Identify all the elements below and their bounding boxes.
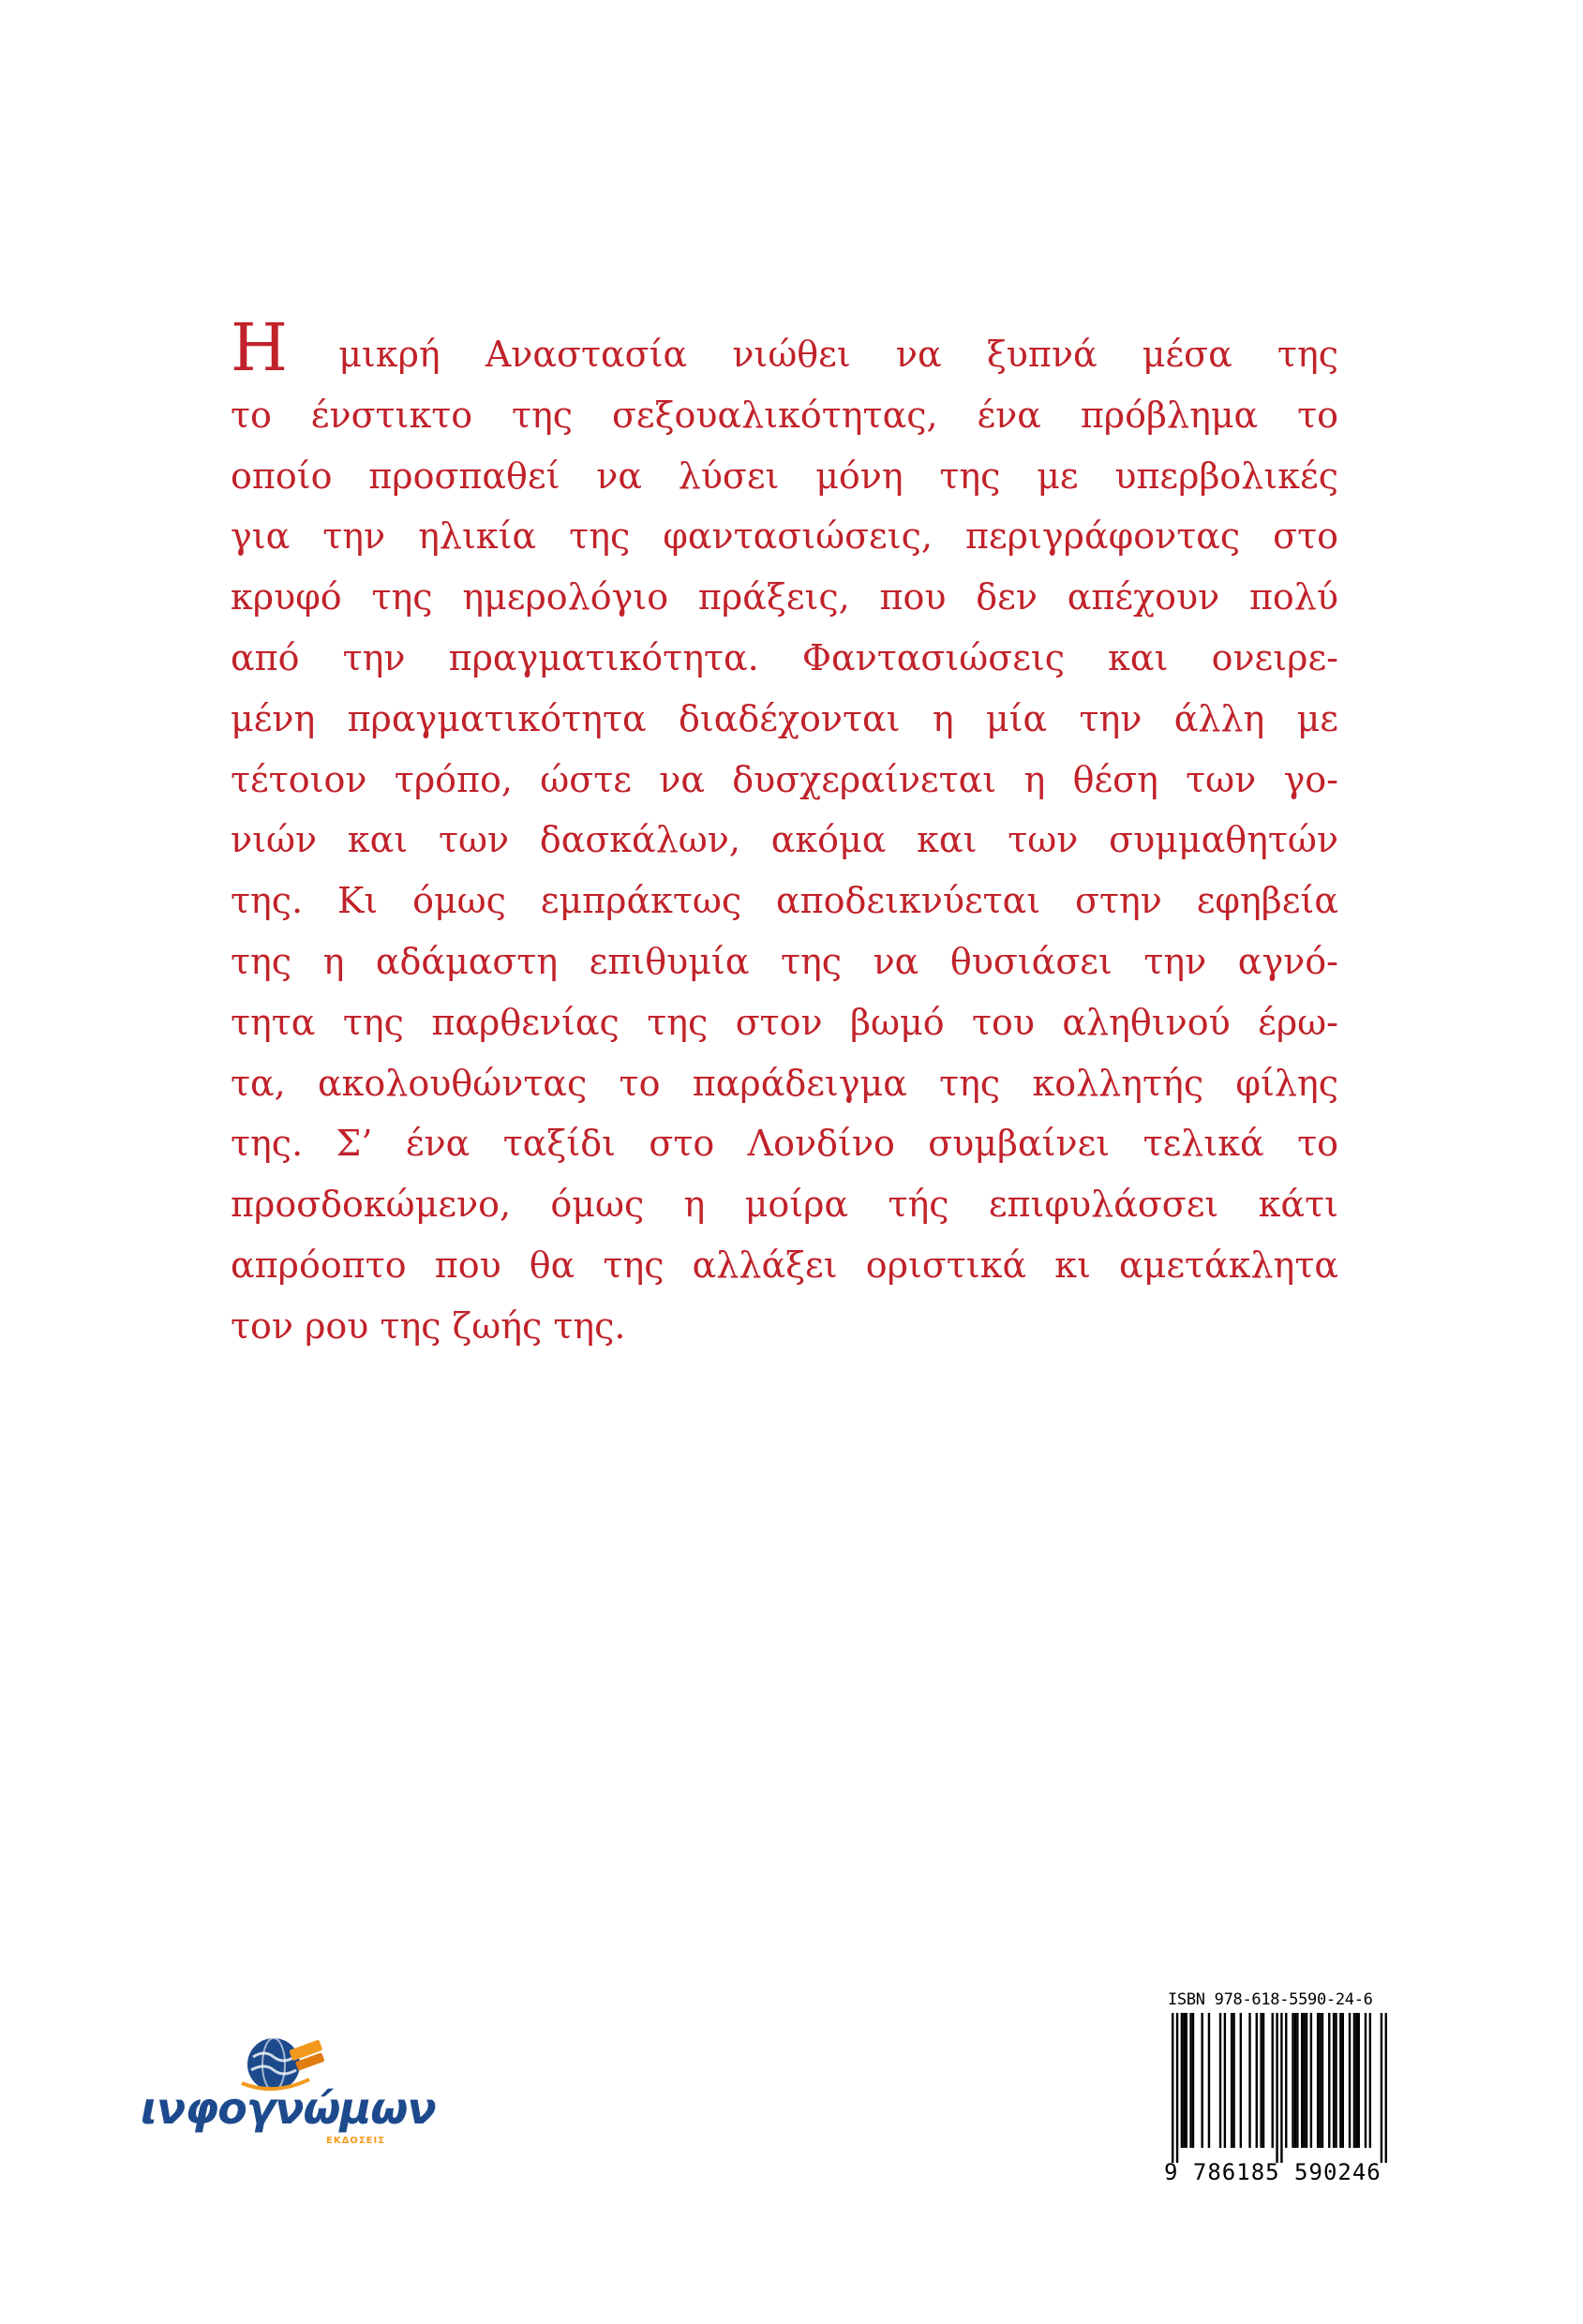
barcode-bar — [1224, 2013, 1226, 2148]
barcode-bar — [1319, 2013, 1321, 2148]
barcode-bar — [1183, 2013, 1185, 2148]
barcode-bar — [1192, 2013, 1194, 2148]
barcode-bar — [1358, 2013, 1360, 2148]
ean-digits: 9 786185 590246 — [1164, 2159, 1381, 2185]
barcode-bar — [1342, 2013, 1344, 2148]
barcode-bar — [1339, 2013, 1341, 2148]
blurb-line: απρόοπτο που θα της αλλάξει οριστικά κι αμετάκλητα — [231, 1244, 1338, 1286]
barcode-bar — [1353, 2013, 1355, 2148]
blurb-line: της η αδάμαστη επιθυμία της να θυσιάσει την αγνό- — [231, 940, 1338, 982]
barcode-bar — [1369, 2013, 1371, 2148]
blurb-first-line-text: μικρή Αναστασία νιώθει να ξυπνά μέσα της — [338, 334, 1338, 375]
barcode-bar — [1172, 2013, 1173, 2163]
barcode-bar — [1294, 2013, 1296, 2148]
blurb-line: οποίο προσπαθεί να λύσει μόνη της με υπερβολικές — [231, 454, 1338, 497]
barcode-bar — [1276, 2013, 1277, 2163]
barcode-bar — [1333, 2013, 1335, 2148]
barcode-bar — [1260, 2013, 1262, 2148]
barcode-bar — [1262, 2013, 1264, 2148]
back-cover-blurb — [231, 309, 1338, 1357]
blurb-line: τέτοιον τρόπο, ώστε να δυσχεραίνεται η θέση των γο- — [231, 758, 1338, 800]
barcode-bar — [1355, 2013, 1357, 2148]
barcode-bar — [1219, 2013, 1221, 2148]
barcode-bar — [1240, 2013, 1242, 2148]
publisher-logo — [141, 2029, 436, 2151]
blurb-line: νιών και των δασκάλων, ακόμα και των συμμαθητών — [231, 819, 1338, 861]
blurb-line: μένη πραγματικότητα διαδέχονται η μία την άλλη με — [231, 697, 1338, 739]
blurb-line: κρυφό της ημερολόγιο πράξεις, που δεν απέχουν πολύ — [231, 576, 1338, 618]
blurb-line: τητα της παρθενίας της στον βωμό του αληθινού έρω- — [231, 1001, 1338, 1043]
barcode-bar — [1186, 2013, 1187, 2148]
barcode-bar — [1285, 2013, 1287, 2148]
barcode-bar — [1306, 2013, 1307, 2148]
blurb-line: προσδοκώμενο, όμως η μοίρα τής επιφυλάσσει κάτι — [231, 1184, 1338, 1226]
barcode-bar — [1317, 2013, 1319, 2148]
blurb-line: τον ρου της ζωής της. — [231, 1304, 626, 1347]
barcode-bar — [1248, 2013, 1250, 2148]
barcode-bar — [1176, 2013, 1178, 2163]
blurb-line: για την ηλικία της φαντασιώσεις, περιγράφοντας στο — [231, 515, 1338, 558]
blurb-line — [231, 309, 1338, 386]
barcode-bar — [1292, 2013, 1293, 2148]
barcode-bar — [1208, 2013, 1210, 2148]
barcode-bar — [1303, 2013, 1305, 2148]
drop-cap: Η — [231, 309, 289, 386]
isbn-label: ISBN 978-618-5590-24-6 — [1168, 1990, 1373, 2009]
blurb-line: τα, ακολουθώντας το παράδειγμα της κολλητής φίλης — [231, 1062, 1338, 1104]
barcode-bar — [1365, 2013, 1366, 2148]
barcode-bar — [1381, 2013, 1382, 2163]
barcode-bar — [1231, 2013, 1232, 2148]
isbn-barcode — [1160, 1987, 1393, 2191]
blurb-line: της. Κι όμως εμπράκτως αποδεικνύεται στην εφηβεία — [231, 880, 1338, 922]
barcode-bar — [1385, 2013, 1387, 2163]
barcode-bar — [1256, 2013, 1258, 2148]
publisher-name: ινφογνώμων — [141, 2083, 436, 2134]
barcode-bar — [1272, 2013, 1274, 2148]
barcode-bar — [1189, 2013, 1191, 2148]
blurb-line: το ένστικτο της σεξουαλικότητας, ένα πρόβλημα το — [231, 394, 1338, 436]
barcode-bar — [1301, 2013, 1303, 2148]
publisher-subtitle: ΕΚΔΟΣΕΙΣ — [326, 2136, 386, 2146]
barcode-bar — [1296, 2013, 1298, 2148]
blurb-line: της. Σ’ ένα ταξίδι στο Λονδίνο συμβαίνει τελικά το — [231, 1123, 1338, 1165]
barcode-bar — [1280, 2013, 1282, 2163]
barcode-bar — [1322, 2013, 1323, 2148]
barcode-bar — [1328, 2013, 1330, 2148]
barcode-bar — [1232, 2013, 1234, 2148]
barcode-bars — [1172, 2013, 1387, 2163]
barcode-bar — [1335, 2013, 1337, 2148]
blurb-line: από την πραγματικότητα. Φαντασιώσεις και ονειρε- — [231, 636, 1338, 678]
barcode-bar — [1310, 2013, 1312, 2148]
barcode-bar — [1181, 2013, 1183, 2148]
barcode-bar — [1349, 2013, 1351, 2148]
barcode-bar — [1201, 2013, 1202, 2148]
